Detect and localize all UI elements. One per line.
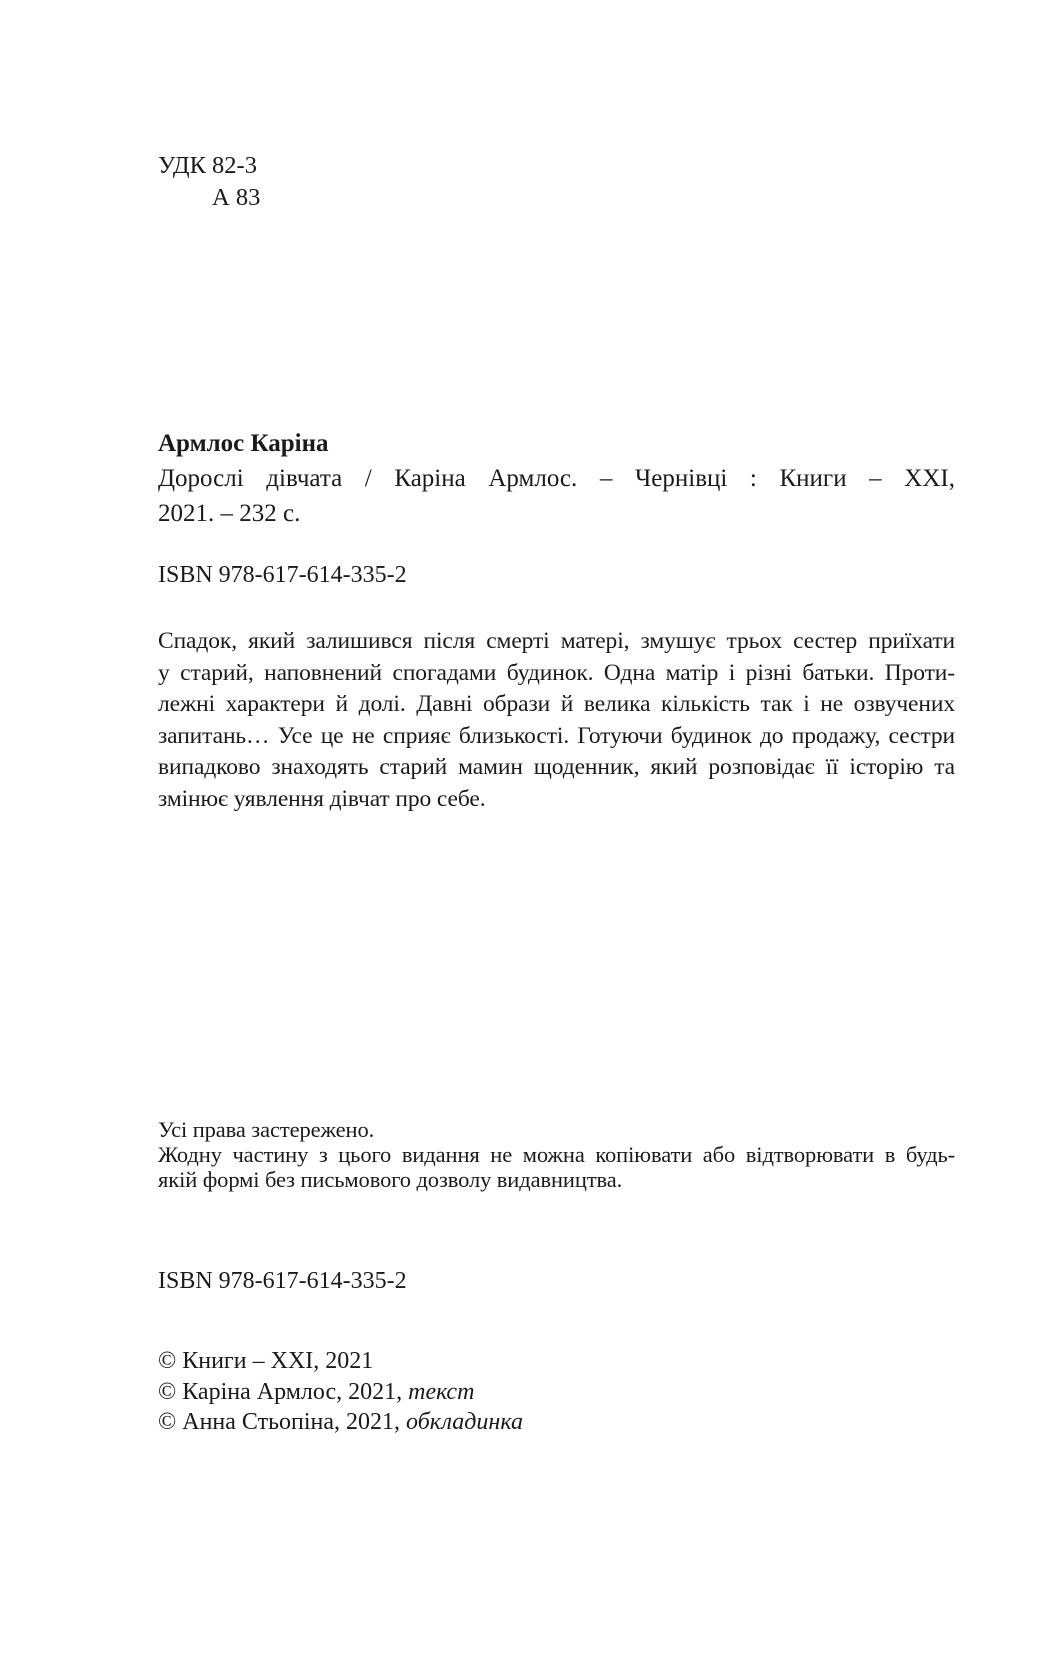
- rights-line-1: Усі права застережено.: [158, 1117, 375, 1142]
- isbn-bottom: [158, 1266, 955, 1296]
- annotation-line-6: змінює уявлення дівчат про себе.: [158, 785, 486, 812]
- copyright-italic: обкладинка: [406, 1409, 523, 1435]
- copyright-text: © Каріна Армлос, 2021,: [158, 1378, 409, 1405]
- annotation-line-5: випадково знаходять старий мамин щоденник, який розповідає її історію та: [158, 754, 955, 780]
- catalog-card-line-2: 2021. – 232 с.: [158, 500, 301, 527]
- copyright-line-publisher: [158, 1346, 955, 1377]
- annotation-line-1: Спадок, який залишився після смерті матері, змушує трьох сестер приїхати: [158, 628, 955, 654]
- annotation: [158, 626, 955, 815]
- copyright-text: © Анна Стьопіна, 2021,: [158, 1409, 407, 1435]
- isbn-bottom-text: ISBN 978-617-614-335-2: [158, 1268, 407, 1294]
- rights-line-2: Жодну частину з цього видання не можна копіювати або відтворювати в будь-: [158, 1142, 955, 1167]
- author-sign-code: А 83: [212, 184, 261, 211]
- copyright-italic: текст: [408, 1378, 475, 1405]
- udk-code: УДК 82-3: [158, 152, 257, 179]
- annotation-line-3: лежні характери й долі. Давні образи й велика кількість так і не озвучених: [158, 691, 955, 717]
- author-name: Армлос Каріна: [158, 430, 329, 457]
- isbn-top: [158, 560, 955, 590]
- rights-notice: [158, 1117, 955, 1192]
- isbn-top-text: ISBN 978-617-614-335-2: [158, 562, 407, 588]
- annotation-line-4: запитань… Усе це не сприяє близькості. Готуючи будинок до продажу, сестри: [158, 722, 955, 749]
- rights-line-3: якій формі без письмового дозволу видавництва.: [158, 1167, 623, 1192]
- copyright-block: [158, 1346, 955, 1438]
- catalog-card-line-1: Дорослі дівчата / Каріна Армлос. – Чернівці : Книги – XXI,: [158, 465, 955, 492]
- classification-block: [158, 150, 955, 214]
- copyright-line-author: [158, 1377, 955, 1408]
- copyright-text: © Книги – XXI, 2021: [158, 1348, 374, 1374]
- bibliographic-entry: [158, 426, 955, 531]
- annotation-line-2: у старий, наповнений спогадами будинок. Одна матір і різні батьки. Проти-: [158, 659, 955, 686]
- copyright-line-cover: [158, 1407, 955, 1438]
